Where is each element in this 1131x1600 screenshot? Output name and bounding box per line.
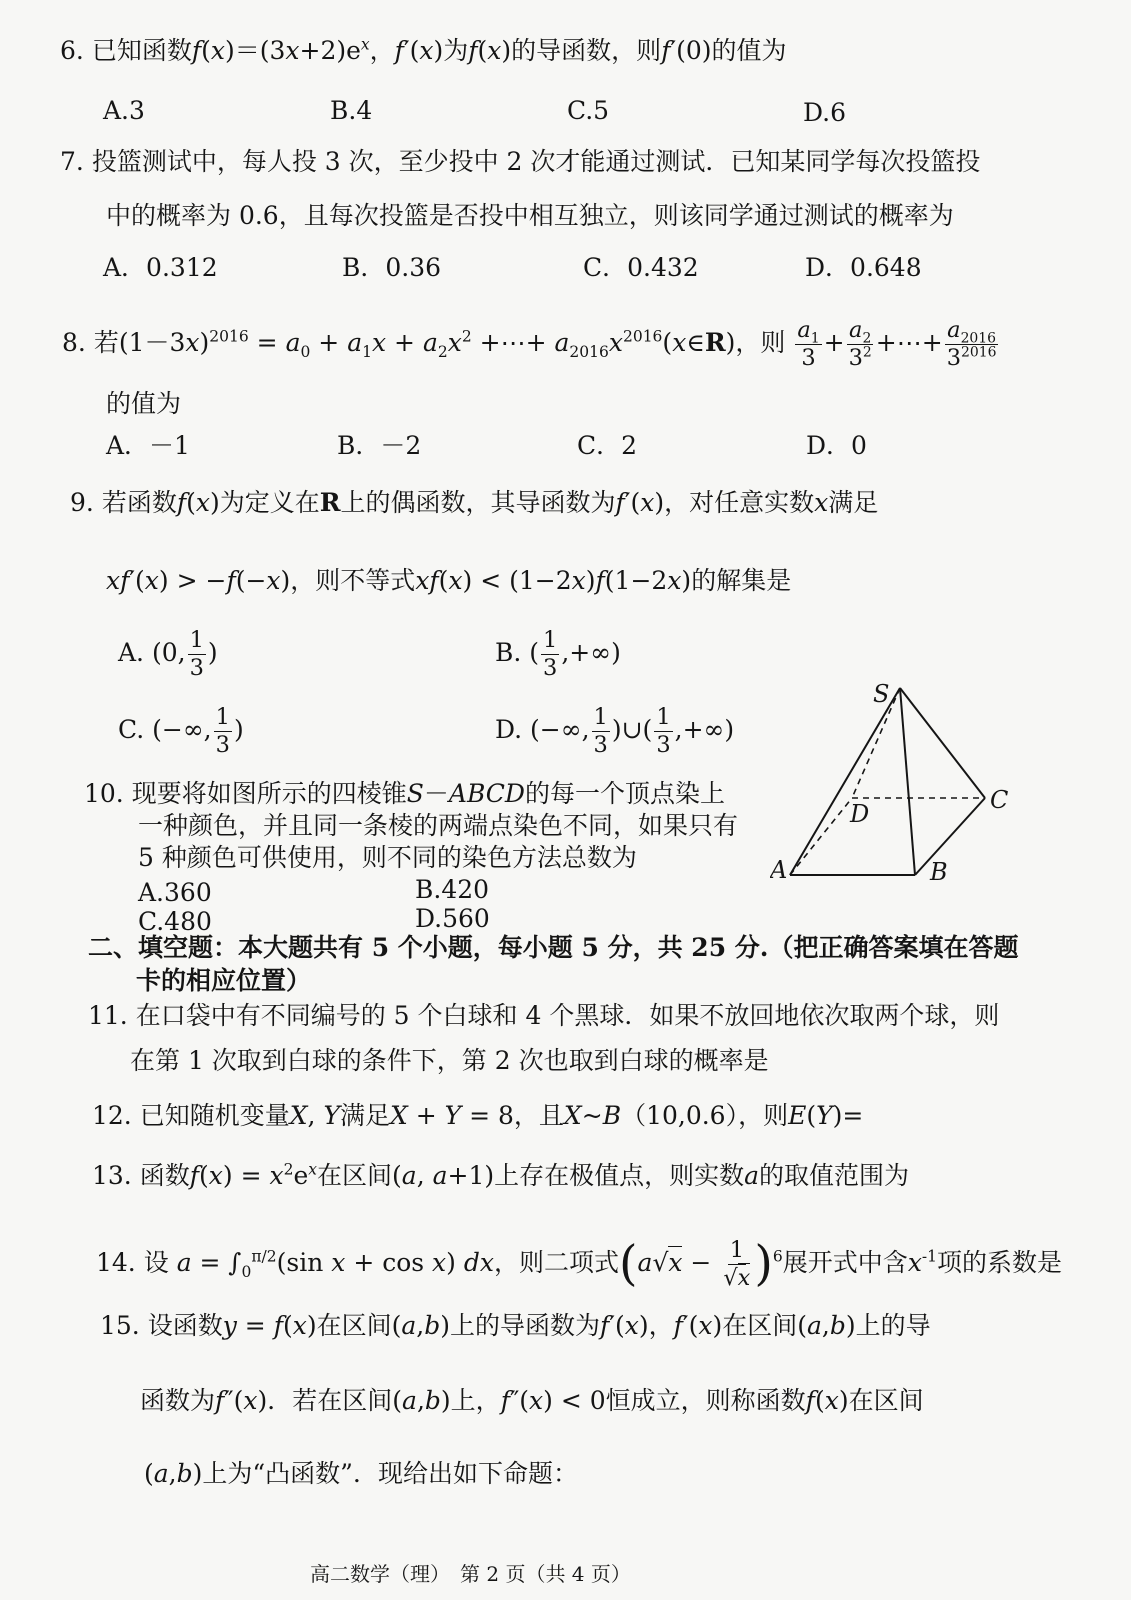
q9-option-a: A. (0, $\frac{1}{3}$ ) bbox=[118, 627, 218, 681]
edge-AD bbox=[790, 798, 852, 875]
q8-stem-line2: 的值为 bbox=[106, 389, 182, 418]
q9-number: 9. bbox=[70, 488, 94, 517]
q12-number: 12. bbox=[92, 1101, 132, 1130]
q15-number: 15. bbox=[100, 1311, 140, 1340]
q10-option-a: A.360 bbox=[138, 878, 212, 907]
q6-option-b: B.4 bbox=[330, 96, 373, 125]
q8-number: 8. bbox=[62, 327, 86, 357]
edge-SC bbox=[900, 688, 985, 798]
q8-option-d: D．0 bbox=[806, 431, 867, 460]
edge-SA bbox=[790, 688, 900, 875]
q15-stem-line1: 15. 设函数y = f(x)在区间(a,b)上的导函数为f′(x)，f′(x)在区间(a,b)上的导 bbox=[100, 1311, 931, 1340]
q9-stem-line2: xf′(x) > −f(−x)，则不等式xf(x) < (1−2x)f(1−2x)的解集是 bbox=[106, 566, 792, 595]
q7-option-d: D．0.648 bbox=[805, 253, 922, 282]
q10-number: 10. bbox=[84, 779, 124, 808]
q7-option-a: A．0.312 bbox=[103, 253, 218, 282]
q11-stem-line1: 11. 在口袋中有不同编号的 5 个白球和 4 个黑球．如果不放回地依次取两个球，则 bbox=[88, 1001, 1000, 1030]
q12-stem: 12. 已知随机变量X, Y满足X + Y = 8，且X~B（10,0.6），则E(Y)= bbox=[92, 1101, 864, 1130]
q8-option-a: A．－1 bbox=[106, 431, 190, 460]
q9-stem-line1: 9. 若函数f(x)为定义在R上的偶函数，其导函数为f′(x)，对任意实数x满足 bbox=[70, 488, 879, 517]
q7-number: 7. bbox=[60, 147, 84, 176]
q9-option-b: B. ( $\frac{1}{3}$ ,+∞) bbox=[495, 627, 621, 681]
label-S: S bbox=[873, 680, 890, 708]
q7-option-c: C．0.432 bbox=[583, 253, 699, 282]
page-footer: 高二数学（理） 第 2 页（共 4 页） bbox=[310, 1562, 631, 1586]
q7-stem-line1: 7. 投篮测试中，每人投 3 次，至少投中 2 次才能通过测试．已知某同学每次投篮投 bbox=[60, 147, 981, 176]
label-D: D bbox=[850, 800, 870, 828]
q8-stem: 8. 若$(1-3x)^{2016} = a_0 + a_1x + a_2x^2$ +⋯+ $a_{2016}x^{2016}(x\in R)$，则 $\frac{a_1}{3}$ + $\frac{a_2}{3^2}$ +⋯+ $\frac{a_{2016}}{3^{2016}}$ bbox=[62, 317, 997, 371]
q9-option-d: D. (−∞, $\frac{1}{3}$ )∪( $\frac{1}{3}$ ,+∞) bbox=[495, 704, 735, 758]
section2-heading-line1: 二、填空题：本大题共有 5 个小题，每小题 5 分，共 25 分.（把正确答案填在答题 bbox=[88, 933, 1019, 962]
q10-stem-line1: 10. 现要将如图所示的四棱锥S－ABCD的每一个顶点染上 bbox=[84, 779, 725, 808]
q6-option-d: D.6 bbox=[803, 98, 847, 127]
q10-stem-line2: 一种颜色，并且同一条棱的两端点染色不同，如果只有 bbox=[138, 811, 739, 840]
q11-stem-line2: 在第 1 次取到白球的条件下，第 2 次也取到白球的概率是 bbox=[130, 1046, 769, 1075]
section2-heading-line2: 卡的相应位置） bbox=[136, 966, 312, 995]
q13-number: 13. bbox=[92, 1161, 132, 1190]
q8-option-b: B．－2 bbox=[337, 431, 422, 460]
q10-option-d: D.560 bbox=[415, 904, 490, 933]
q14-number: 14. bbox=[96, 1247, 136, 1277]
edge-BC bbox=[915, 798, 985, 875]
q15-stem-line2: 函数为f″(x)．若在区间(a,b)上，f″(x) < 0恒成立，则称函数f(x)在区间 bbox=[140, 1386, 924, 1415]
q6-option-c: C.5 bbox=[567, 96, 610, 125]
q6-stem: 6. 已知函数$f(x)=(3x+2)e^x$，f′(x)为f(x)的导函数，则f′(0)的值为 bbox=[60, 35, 787, 65]
q6-option-a: A.3 bbox=[103, 96, 145, 125]
pyramid-figure bbox=[770, 680, 1030, 885]
q10-option-c: C.480 bbox=[138, 907, 212, 936]
q15-stem-line3: (a,b)上为“凸函数”．现给出如下命题： bbox=[144, 1459, 578, 1488]
q9-option-c: C. (−∞, $\frac{1}{3}$ ) bbox=[118, 704, 244, 758]
q6-number: 6. bbox=[60, 36, 84, 65]
label-B: B bbox=[930, 858, 948, 885]
q14-stem: 14. 设 $a = \int_0^{\pi/2}(\sin$ x + cos x) dx，则二项式(a√x − $\frac{1}{√x}$ )$^6$展开式中含$x^{-1}$项的系数是 bbox=[96, 1236, 1063, 1292]
q10-stem-line3: 5 种颜色可供使用，则不同的染色方法总数为 bbox=[138, 843, 637, 872]
q7-stem-line2: 中的概率为 0.6，且每次投篮是否投中相互独立，则该同学通过测试的概率为 bbox=[106, 201, 954, 230]
q11-number: 11. bbox=[88, 1001, 128, 1030]
q7-option-b: B．0.36 bbox=[342, 253, 442, 282]
label-C: C bbox=[990, 786, 1009, 814]
q10-option-b: B.420 bbox=[415, 875, 490, 904]
label-A: A bbox=[770, 856, 788, 884]
edge-SB bbox=[900, 688, 915, 875]
q13-stem: 13. 函数$f(x) = x^2e^x$在区间(a, a+1)上存在极值点，则实数a的取值范围为 bbox=[92, 1160, 910, 1190]
q8-option-c: C．2 bbox=[577, 431, 638, 460]
